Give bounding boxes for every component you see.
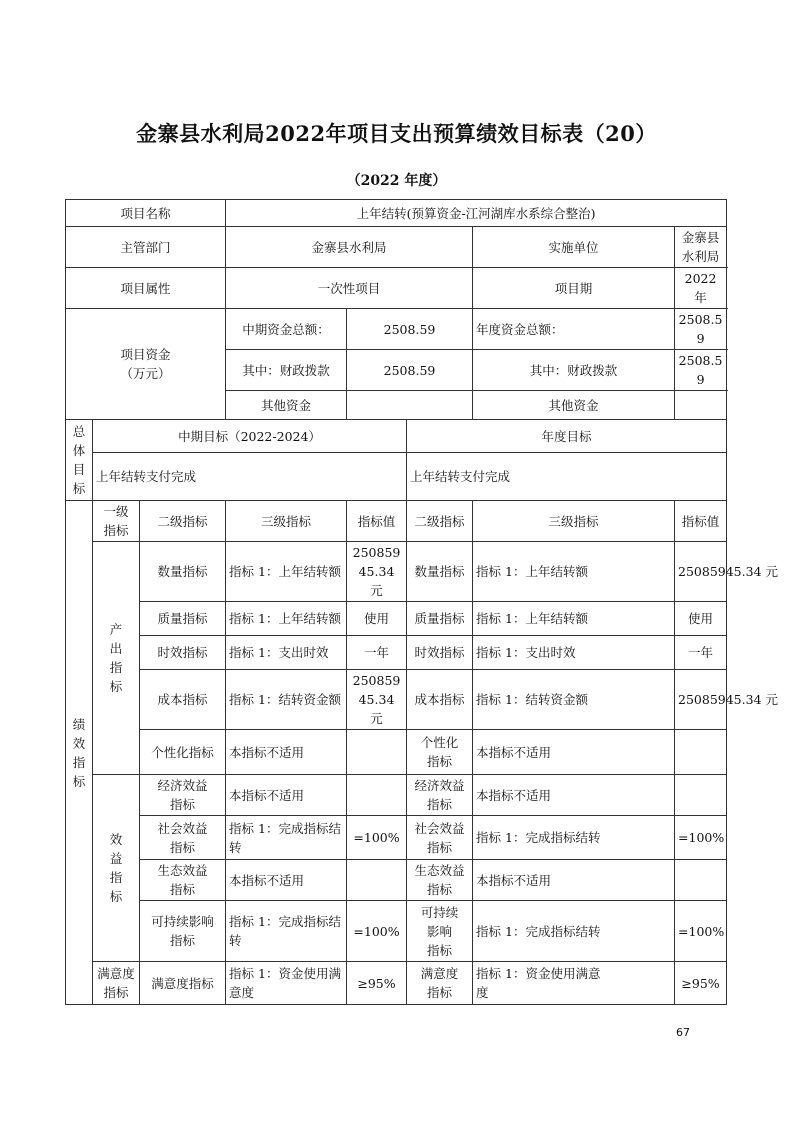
level3-header-year: 三级指标 <box>473 501 675 542</box>
indicator-level2-mid: 成本指标 <box>140 670 226 730</box>
indicator-level3-mid: 本指标不适用 <box>226 730 347 775</box>
mid-goal-header: 中期目标（2022-2024） <box>93 420 407 453</box>
level3-header-mid: 三级指标 <box>226 501 347 542</box>
indicator-value-year: 25085945.34 元 <box>675 670 727 730</box>
indicator-level2-year: 成本指标 <box>407 670 473 730</box>
level2-header-year: 二级指标 <box>407 501 473 542</box>
indicator-level2-mid: 质量指标 <box>140 602 226 636</box>
indicator-level3-year: 本指标不适用 <box>473 730 675 775</box>
indicator-value-mid <box>347 860 407 901</box>
project-attr-value: 一次性项目 <box>226 268 473 309</box>
indicator-value-mid: 25085945.34 元 <box>347 670 407 730</box>
project-name-label: 项目名称 <box>66 200 226 227</box>
indicator-value-year <box>675 775 727 816</box>
indicator-level3-year: 指标 1：上年结转额 <box>473 542 675 602</box>
indicator-value-mid: 使用 <box>347 602 407 636</box>
indicator-level2-year: 个性化 指标 <box>407 730 473 775</box>
indicator-level2-mid: 生态效益 指标 <box>140 860 226 901</box>
year-goal-text: 上年结转支付完成 <box>407 453 727 501</box>
indicator-level2-mid: 可持续影响 指标 <box>140 901 226 962</box>
indicator-value-year <box>675 730 727 775</box>
indicator-level3-mid: 指标 1：上年结转额 <box>226 602 347 636</box>
year-total-label: 年度资金总额： <box>473 309 675 350</box>
dept-label: 主管部门 <box>66 227 226 268</box>
indicator-level3-year: 指标 1：支出时效 <box>473 636 675 670</box>
value-header-mid: 指标值 <box>347 501 407 542</box>
indicator-level3-mid: 指标 1：支出时效 <box>226 636 347 670</box>
mid-goal-text: 上年结转支付完成 <box>93 453 407 501</box>
performance-goal-table <box>65 199 778 1005</box>
indicator-value-mid: ≥95% <box>347 962 407 1005</box>
page-number: 67 <box>676 1026 690 1039</box>
performance-indicator-label: 绩 效 指 标 <box>66 501 93 1005</box>
indicator-level3-year: 本指标不适用 <box>473 860 675 901</box>
page-title: 金寨县水利局2022年项目支出预算绩效目标表（20） <box>136 121 657 146</box>
indicator-level2-mid: 满意度指标 <box>140 962 226 1005</box>
satisfaction-indicator-label: 满意度 指标 <box>93 962 140 1005</box>
indicator-value-mid: =100% <box>347 816 407 860</box>
impl-unit-value: 金寨县水利局 <box>675 227 727 268</box>
level1-header: 一级 指标 <box>93 501 140 542</box>
overall-goal-label: 总 体 目 标 <box>66 420 93 501</box>
indicator-level2-year: 满意度 指标 <box>407 962 473 1005</box>
indicator-value-year: =100% <box>675 816 727 860</box>
mid-total-label: 中期资金总额： <box>226 309 347 350</box>
indicator-level2-mid: 时效指标 <box>140 636 226 670</box>
indicator-value-year: ≥95% <box>675 962 727 1005</box>
year-other-value <box>675 391 727 420</box>
value-header-year: 指标值 <box>675 501 727 542</box>
mid-total-value: 2508.59 <box>347 309 473 350</box>
indicator-value-year: 一年 <box>675 636 727 670</box>
indicator-level2-year: 质量指标 <box>407 602 473 636</box>
indicator-level3-mid: 指标 1：结转资金额 <box>226 670 347 730</box>
indicator-level3-year: 指标 1：上年结转额 <box>473 602 675 636</box>
indicator-value-year: =100% <box>675 901 727 962</box>
indicator-level3-mid: 指标 1：完成指标结 转 <box>226 816 347 860</box>
indicator-level3-year: 指标 1：完成指标结转 <box>473 816 675 860</box>
project-period-value: 2022 年 <box>675 268 727 309</box>
indicator-level2-year: 时效指标 <box>407 636 473 670</box>
indicator-level2-mid: 社会效益 指标 <box>140 816 226 860</box>
project-funds-label: 项目资金 （万元） <box>66 309 226 420</box>
indicator-level3-mid: 指标 1：上年结转额 <box>226 542 347 602</box>
indicator-value-mid: 一年 <box>347 636 407 670</box>
year-total-value: 2508.59 <box>675 309 727 350</box>
mid-other-value <box>347 391 473 420</box>
indicator-level2-year: 生态效益 指标 <box>407 860 473 901</box>
mid-fiscal-label: 其中：财政拨款 <box>226 350 347 391</box>
year-fiscal-value: 2508.59 <box>675 350 727 391</box>
indicator-level2-mid: 个性化指标 <box>140 730 226 775</box>
mid-fiscal-value: 2508.59 <box>347 350 473 391</box>
indicator-level2-mid: 经济效益 指标 <box>140 775 226 816</box>
indicator-level3-year: 指标 1：完成指标结转 <box>473 901 675 962</box>
indicator-value-year <box>675 860 727 901</box>
level2-header-mid: 二级指标 <box>140 501 226 542</box>
indicator-level2-year: 数量指标 <box>407 542 473 602</box>
indicator-value-mid: 25085945.34 元 <box>347 542 407 602</box>
indicator-level2-year: 经济效益 指标 <box>407 775 473 816</box>
indicator-value-year: 使用 <box>675 602 727 636</box>
dept-value: 金寨县水利局 <box>226 227 473 268</box>
indicator-level2-year: 可持续 影响 指标 <box>407 901 473 962</box>
year-fiscal-label: 其中：财政拨款 <box>473 350 675 391</box>
project-attr-label: 项目属性 <box>66 268 226 309</box>
project-period-label: 项目期 <box>473 268 675 309</box>
indicator-value-mid <box>347 730 407 775</box>
indicator-level3-year: 指标 1：结转资金额 <box>473 670 675 730</box>
year-goal-header: 年度目标 <box>407 420 727 453</box>
indicator-value-mid <box>347 775 407 816</box>
benefit-indicator-label: 效 益 指 标 <box>93 775 140 962</box>
indicator-level3-mid: 指标 1：资金使用满 意度 <box>226 962 347 1005</box>
indicator-level3-year: 本指标不适用 <box>473 775 675 816</box>
indicator-level3-mid: 本指标不适用 <box>226 860 347 901</box>
indicator-level2-mid: 数量指标 <box>140 542 226 602</box>
mid-other-label: 其他资金 <box>226 391 347 420</box>
indicator-level3-year: 指标 1：资金使用满意 度 <box>473 962 675 1005</box>
project-name-value: 上年结转(预算资金-江河湖库水系综合整治) <box>226 200 727 227</box>
indicator-value-year: 25085945.34 元 <box>675 542 727 602</box>
indicator-level3-mid: 指标 1：完成指标结 转 <box>226 901 347 962</box>
indicator-level3-mid: 本指标不适用 <box>226 775 347 816</box>
page-subtitle: （2022 年度） <box>346 173 447 189</box>
year-other-label: 其他资金 <box>473 391 675 420</box>
indicator-level2-year: 社会效益 指标 <box>407 816 473 860</box>
output-indicator-label: 产 出 指 标 <box>93 542 140 775</box>
impl-unit-label: 实施单位 <box>473 227 675 268</box>
indicator-value-mid: =100% <box>347 901 407 962</box>
